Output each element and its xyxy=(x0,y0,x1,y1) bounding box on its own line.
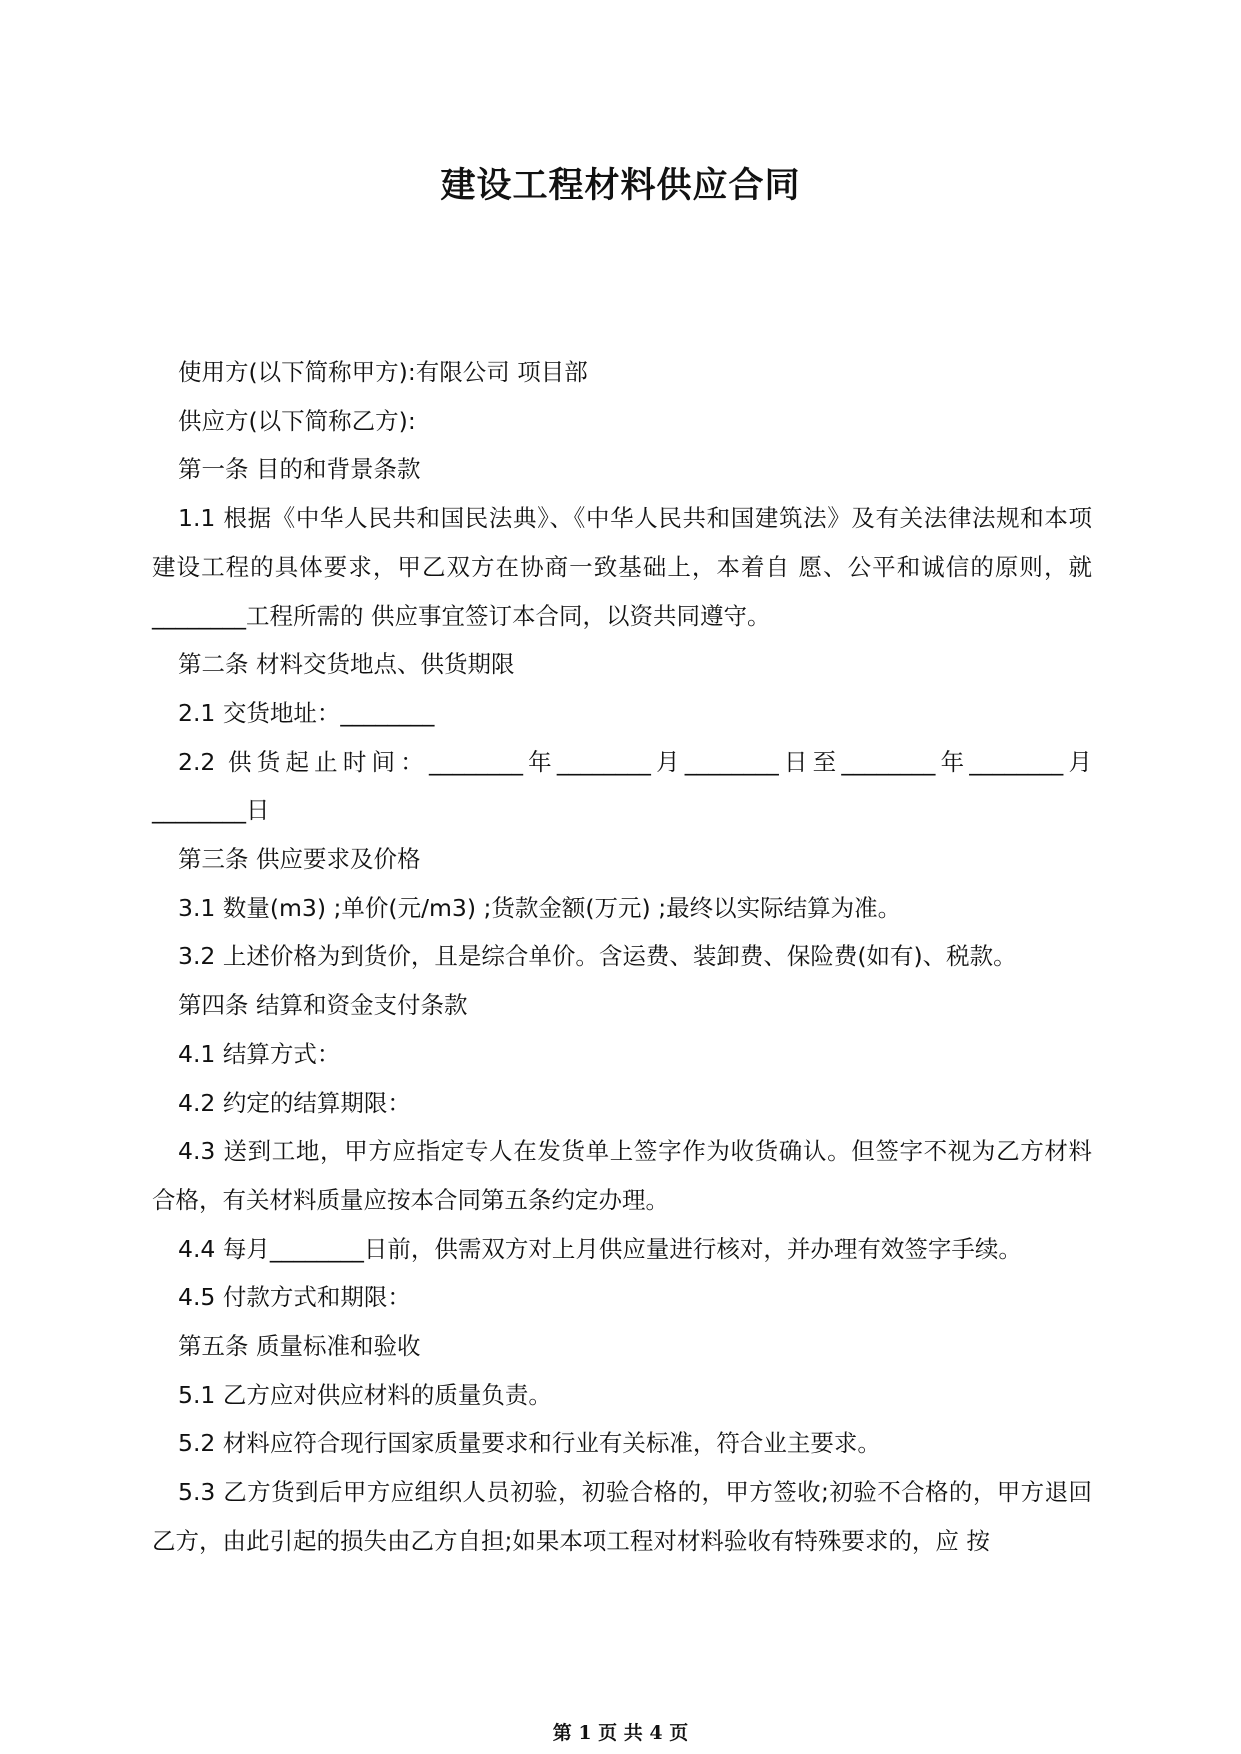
clause-4-3: 4.3 送到工地，甲方应指定专人在发货单上签字作为收货确认。但签字不视为乙方材料合格，有关材料质量应按本合同第五条约定办理。 xyxy=(152,1137,1092,1214)
clause-4-1: 4.1 结算方式： xyxy=(178,1039,341,1068)
party-a-line: 使用方(以下简称甲方):有限公司 项目部 xyxy=(178,358,588,386)
document-title: 建设工程材料供应合同 xyxy=(440,166,801,206)
article-5-heading: 第五条 质量标准和验收 xyxy=(178,1332,421,1361)
clause-4-2: 4.2 约定的结算期限： xyxy=(178,1088,411,1117)
article-4-heading: 第四条 结算和资金支付条款 xyxy=(178,991,468,1020)
clause-2-1: 2.1 交货地址：________ xyxy=(178,698,435,727)
clause-4-4: 4.4 每月________日前，供需双方对上月供应量进行核对，并办理有效签字手续。 xyxy=(178,1234,1022,1263)
clause-1-1: 1.1 根据《中华人民共和国民法典》、《中华人民共和国建筑法》及有关法律法规和本项建设工程的具体要求，甲乙双方在协商一致基础上，本着自 愿、公平和诚信的原则，就________工程所需的 供应事宜签订本合同，以资共同遵守。 xyxy=(152,504,1092,630)
clause-4-5: 4.5 付款方式和期限： xyxy=(178,1283,411,1312)
contract-body xyxy=(152,348,1092,1566)
article-3-heading: 第三条 供应要求及价格 xyxy=(178,845,421,874)
party-b-line: 供应方(以下简称乙方): xyxy=(178,406,416,435)
article-2-heading: 第二条 材料交货地点、供货期限 xyxy=(178,650,515,679)
article-1-heading: 第一条 目的和背景条款 xyxy=(178,455,421,484)
clause-5-3: 5.3 乙方货到后甲方应组织人员初验，初验合格的，甲方签收;初验不合格的，甲方退回乙方，由此引起的损失由乙方自担;如果本项工程对材料验收有特殊要求的，应 按 xyxy=(152,1478,1092,1555)
page-footer: 第 1 页 共 4 页 xyxy=(552,1722,689,1744)
clause-3-2: 3.2 上述价格为到货价，且是综合单价。含运费、装卸费、保险费(如有)、税款。 xyxy=(178,942,1017,971)
clause-2-2: 2.2 供货起止时间：________年________月________日至________年________月 ________日 xyxy=(152,747,1092,825)
clause-5-2: 5.2 材料应符合现行国家质量要求和行业有关标准，符合业主要求。 xyxy=(178,1429,881,1458)
clause-3-1: 3.1 数量(m3) ;单价(元/m3) ;货款金额(万元) ;最终以实际结算为准。 xyxy=(178,893,902,922)
clause-5-1: 5.1 乙方应对供应材料的质量负责。 xyxy=(178,1380,552,1409)
